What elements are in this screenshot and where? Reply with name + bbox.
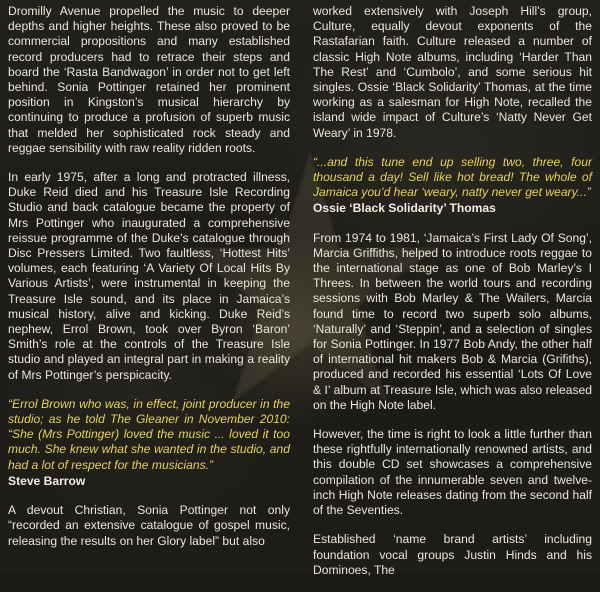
left-paragraph-2: In early 1975, after a long and protracted illness, Duke Reid died and his Treasure Isle Recording Studio and back catalogue became the property of Mrs Pottinger who inaugurated a comprehensive reissue programme of the Duke’s catalogue through Disc Pressers Limited. Two faultless, ‘Hottest Hits’ volumes, each featuring ‘A Variety Of Local Hits By Various Artists’, were instrumental in keeping the Treasure Isle sound, and its place in Jamaica’s musical history, alive and kicking. Duke Reid’s nephew, Errol Brown, took over Byron ‘Baron’ Smith’s role at the controls of the Treasure Isle studio and played an integral part in making a reality of Mrs Pottinger’s perspicacity. [8,170,290,382]
right-paragraph-2: From 1974 to 1981, ‘Jamaica’s First Lady Of Song’, Marcia Griffiths, helped to introduce roots reggae to the international stage as one of Bob Marley’s I Threes. In between the world tours and recording sessions with Bob Marley & The Wailers, Marcia found time to record two superb solo albums, ‘Naturally’ and ‘Steppin’, and a selection of singles for Sonia Pottinger. In 1977 Bob Andy, the other half of international hit makers Bob & Marcia (Grifiths), produced and recorded his essential ‘Lots Of Love & I’ album at Treasure Isle, which was also released on the High Note label. [313,230,592,412]
left-paragraph-1: Dromilly Avenue propelled the music to deeper depths and higher heights. These also proved to be commercial propositions and many established record producers had to retrace their steps and board the ‘Rasta Bandwagon’ in order not to get left behind. Sonia Pottinger retained her prominent position in Kingston’s musical hierarchy by continuing to produce a profusion of superb music that melded her sophisticated rock steady and reggae sensibility with raw reality ridden roots. [8,4,290,155]
right-paragraph-1: worked extensively with Joseph Hill’s group, Culture, equally devout exponents of the Rastafarian faith. Culture released a number of classic High Note albums, including ‘Harder Than The Rest’ and ‘Cumbolo’, and some serious hit singles. Ossie ‘Black Solidarity’ Thomas, at the time working as a salesman for High Note, recalled the island wide impact of Culture’s ‘Natty Never Get Weary’ in 1978. [313,4,592,140]
right-paragraph-3: However, the time is right to look a little further than these rightfully internationally renowned artists, and this double CD set showcases a comprehensive compilation of the innumerable seven and twelve-inch High Note releases dating from the second half of the Seventies. [313,427,592,518]
left-quote-attribution: Steve Barrow [8,473,86,488]
right-quote-attribution: Ossie ‘Black Solidarity’ Thomas [313,201,496,216]
right-column [313,0,592,592]
left-paragraph-3: A devout Christian, Sonia Pottinger not only “recorded an extensive catalogue of gospel music, releasing the results on her Glory label” but also [8,503,290,548]
left-column [8,0,290,563]
left-pull-quote: “Errol Brown who was, in effect, joint producer in the studio; as he told The Gleaner in November 2010: “She (Mrs Pottinger) loved the music ... loved it too much. She knew what she wanted in the studio, and had a lot of respect for the musicians.” [8,396,290,472]
right-pull-quote: “...and this tune end up selling two, three, four thousand a day! Sell like hot bread! The whole of Jamaica you’d hear ‘weary, natty never get weary...” [313,154,592,200]
right-paragraph-4: Established ‘name brand artists’ including foundation vocal groups Justin Hinds and his Dominoes, The [313,532,592,577]
